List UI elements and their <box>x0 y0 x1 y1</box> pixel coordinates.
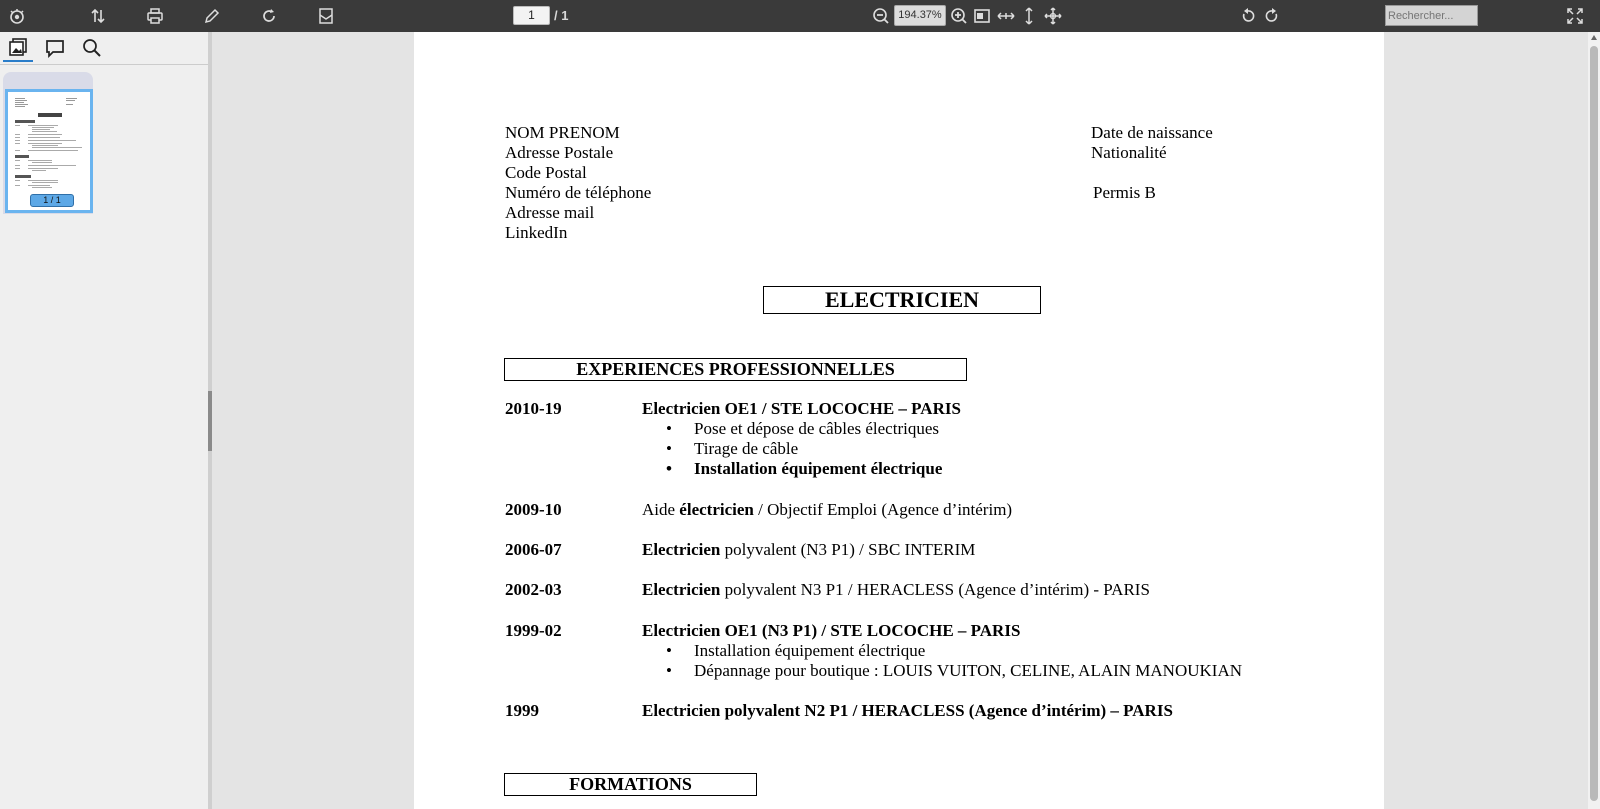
exp-5-title: Electricien OE1 (N3 P1) / STE LOCOCHE – PARIS <box>642 621 1021 640</box>
exp-6-years: 1999 <box>505 701 539 720</box>
search-input[interactable] <box>1385 5 1478 26</box>
fit-page-icon[interactable] <box>970 4 994 28</box>
refresh-icon[interactable] <box>257 4 281 28</box>
exp-1-bullet-1: • Pose et dépose de câbles électriques <box>666 419 939 438</box>
zoom-in-icon[interactable] <box>947 4 971 28</box>
tab-comments[interactable] <box>40 34 70 62</box>
exp-3-title: Electricien polyvalent (N3 P1) / SBC INTERIM <box>642 540 976 559</box>
zoom-out-icon[interactable] <box>869 4 893 28</box>
page-thumbnail-container <box>3 72 93 214</box>
thumbnail-preview <box>8 92 90 210</box>
comment-icon <box>44 37 66 59</box>
thumbnails-icon <box>7 36 29 58</box>
cv-email: Adresse mail <box>505 203 595 222</box>
toolbar <box>0 0 1600 32</box>
exp-1-bullet-2: • Tirage de câble <box>666 439 799 458</box>
exp-5-bullet-1: • Installation équipement électrique <box>666 641 926 660</box>
scroll-up-arrow-icon[interactable] <box>1591 35 1597 40</box>
print-icon[interactable] <box>143 4 167 28</box>
exp-3-years: 2006-07 <box>505 540 562 559</box>
page-total: / 1 <box>554 8 569 23</box>
cv-linkedin: LinkedIn <box>505 223 568 242</box>
pan-icon[interactable] <box>1041 4 1065 28</box>
cv-phone: Numéro de téléphone <box>505 183 652 202</box>
page-thumbnail[interactable] <box>5 89 93 213</box>
exp-5-years: 1999-02 <box>505 621 562 640</box>
cv-address: Adresse Postale <box>505 143 614 162</box>
viewer-logo-icon[interactable] <box>5 4 29 28</box>
document-page <box>414 32 1384 809</box>
sidebar-tabs <box>0 32 210 65</box>
cv-postal-code: Code Postal <box>505 163 587 182</box>
document-viewport <box>212 32 1588 809</box>
section-formations-title: FORMATIONS <box>504 773 757 796</box>
cv-job-title: ELECTRICIEN <box>763 286 1041 314</box>
rotate-left-icon[interactable] <box>1236 4 1260 28</box>
exp-1-bullet-3: • Installation équipement électrique <box>666 459 943 478</box>
zoom-level-input[interactable]: 194.37% <box>894 5 946 26</box>
rotate-right-icon[interactable] <box>1260 4 1284 28</box>
page-number-input[interactable]: 1 <box>513 6 550 25</box>
search-icon <box>81 37 103 59</box>
tab-search[interactable] <box>77 34 107 62</box>
exp-5-bullet-2: • Dépannage pour boutique : LOUIS VUITON, CELINE, ALAIN MANOUKIAN <box>666 661 1243 680</box>
exp-2-years: 2009-10 <box>505 500 562 519</box>
sidebar <box>0 32 210 809</box>
cv-birthdate: Date de naissance <box>1091 123 1213 142</box>
pencil-icon[interactable] <box>200 4 224 28</box>
tab-thumbnails[interactable] <box>3 34 33 62</box>
document-icon[interactable] <box>314 4 338 28</box>
exp-1-title: Electricien OE1 / STE LOCOCHE – PARIS <box>642 399 961 418</box>
exp-1-years: 2010-19 <box>505 399 562 418</box>
section-experiences-title: EXPERIENCES PROFESSIONNELLES <box>504 358 967 381</box>
scrollbar-thumb[interactable] <box>1590 46 1598 801</box>
fullscreen-icon[interactable] <box>1563 4 1587 28</box>
vertical-scrollbar[interactable] <box>1588 32 1600 809</box>
swap-icon[interactable] <box>86 4 110 28</box>
cv-nationality: Nationalité <box>1091 143 1167 162</box>
exp-6-title: Electricien polyvalent N2 P1 / HERACLESS (Agence d’intérim) – PARIS <box>642 701 1173 720</box>
fit-width-icon[interactable] <box>994 4 1018 28</box>
exp-4-title: Electricien polyvalent N3 P1 / HERACLESS (Agence d’intérim) - PARIS <box>642 580 1150 599</box>
cv-name: NOM PRENOM <box>505 123 620 142</box>
thumbnail-page-label: 1 / 1 <box>30 194 74 207</box>
exp-4-years: 2002-03 <box>505 580 562 599</box>
cv-driving-license: Permis B <box>1093 183 1156 202</box>
exp-2-title: Aide électricien / Objectif Emploi (Agence d’intérim) <box>642 500 1013 519</box>
fit-height-icon[interactable] <box>1017 4 1041 28</box>
